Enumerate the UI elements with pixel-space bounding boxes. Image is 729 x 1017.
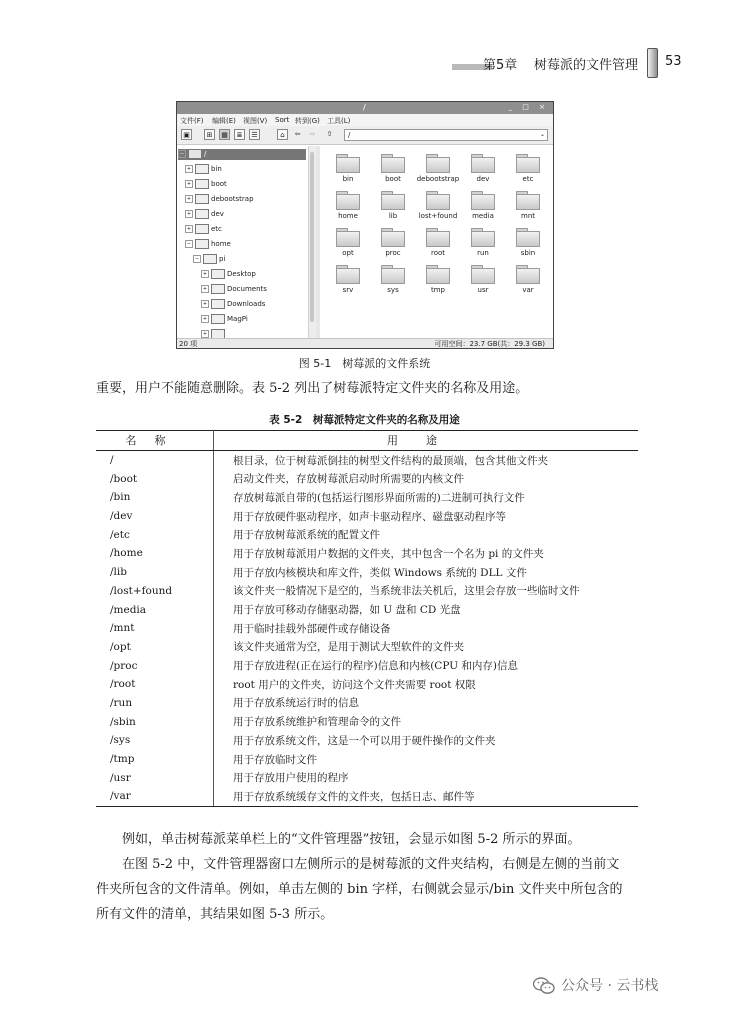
folder-use-cell: 用于存放进程(正在运行的程序)信息和内核(CPU 和内存)信息 [233, 660, 518, 673]
folder-name-cell: /root [96, 675, 214, 694]
folder-icon [195, 239, 209, 249]
collapse-icon[interactable]: − [194, 256, 200, 262]
file-item-run[interactable] [461, 222, 505, 260]
table-row [96, 450, 638, 469]
file-item-lost-found[interactable] [416, 185, 460, 223]
tree-label: boot [211, 180, 227, 188]
tree-item-bin[interactable] [185, 164, 222, 175]
icon-view-icon[interactable]: ⊞ [204, 129, 215, 140]
folder-use-cell: 用于存放树莓派用户数据的文件夹，其中包含一个名为 pi 的文件夹 [233, 547, 544, 560]
folder-icon [426, 265, 450, 283]
file-item-srv[interactable] [326, 259, 370, 297]
table-row [96, 619, 638, 638]
tree-item-pi[interactable] [193, 254, 225, 265]
table-row [96, 582, 638, 601]
tree-label: etc [211, 225, 222, 233]
tree-label: Desktop [227, 270, 256, 278]
file-label: debootstrap [416, 175, 460, 183]
file-label: run [477, 249, 489, 257]
folder-name-cell: /lib [96, 563, 214, 582]
folder-use-cell: 用于存放系统维护和管理命令的文件 [233, 716, 401, 729]
home-icon[interactable]: ⌂ [277, 129, 288, 140]
folder-use-cell: 用于存放系统运行时的信息 [233, 697, 359, 710]
table-row [96, 787, 638, 806]
menu-view[interactable]: 视图(V) [243, 117, 268, 125]
folder-name-cell: /dev [96, 507, 214, 526]
file-label: opt [342, 249, 354, 257]
expand-icon[interactable]: + [202, 286, 208, 292]
folder-name-cell: /tmp [96, 750, 214, 769]
file-item-opt[interactable] [326, 222, 370, 260]
folder-name-cell: / [96, 450, 214, 469]
tree-item-root[interactable] [178, 149, 306, 160]
file-label: dev [476, 175, 490, 183]
folder-name-cell: /media [96, 600, 214, 619]
file-item-usr[interactable] [461, 259, 505, 297]
tree-label: debootstrap [211, 195, 254, 203]
fm-menubar [177, 114, 553, 126]
file-item-media[interactable] [461, 185, 505, 223]
tree-item-desktop[interactable] [201, 269, 256, 280]
file-label: bin [342, 175, 354, 183]
fm-window-buttons[interactable]: _ □ × [508, 103, 549, 111]
expand-icon[interactable]: + [202, 331, 208, 337]
documents-folder-icon [211, 284, 225, 294]
page-number: 53 [665, 54, 682, 69]
fm-toolbar [177, 126, 553, 145]
home-folder-icon [203, 254, 217, 264]
thumbnail-view-icon[interactable]: ▦ [219, 129, 230, 140]
folder-icon [336, 265, 360, 283]
new-window-icon[interactable]: ▣ [181, 129, 192, 140]
folder-name-cell: /opt [96, 638, 214, 657]
file-item-bin[interactable] [326, 148, 370, 186]
table-caption: 表 5-2 树莓派特定文件夹的名称及用途 [269, 414, 460, 426]
folder-icon [471, 154, 495, 172]
file-label: home [338, 212, 358, 220]
folder-name-cell: /home [96, 544, 214, 563]
file-item-root[interactable] [416, 222, 460, 260]
tree-item-home[interactable] [185, 239, 231, 250]
folder-table [96, 430, 638, 807]
file-label: srv [342, 286, 354, 294]
file-item-lib[interactable] [371, 185, 415, 223]
tree-item-documents[interactable] [201, 284, 267, 295]
menu-sort[interactable]: Sort [275, 116, 290, 124]
paragraph-2-line-3: 所有文件的清单，其结果如图 5-3 所示。 [96, 907, 334, 922]
expand-icon[interactable]: + [186, 181, 192, 187]
menu-tools[interactable]: 工具(L) [327, 117, 351, 125]
forward-icon[interactable]: ⇨ [309, 130, 316, 138]
tree-label: / [204, 150, 207, 158]
file-item-dev[interactable] [461, 148, 505, 186]
folder-name-cell: /usr [96, 768, 214, 787]
table-row [96, 600, 638, 619]
paragraph-2-line-1: 在图 5-2 中，文件管理器窗口左侧所示的是树莓派的文件夹结构，右侧是左侧的当前文 [96, 857, 620, 872]
fm-titlebar [177, 102, 553, 114]
back-icon[interactable]: ⇦ [294, 130, 301, 138]
folder-use-cell: 用于存放系统文件，这是一个可以用于硬件操作的文件夹 [233, 734, 496, 747]
tree-label: dev [211, 210, 224, 218]
folder-use-cell: root 用户的文件夹，访问这个文件夹需要 root 权限 [233, 678, 476, 691]
fm-statusbar [177, 338, 553, 349]
folder-name-cell: /sys [96, 731, 214, 750]
folder-use-cell: 用于存放用户使用的程序 [233, 772, 349, 785]
tree-label: MagPi [227, 315, 248, 323]
table-row [96, 507, 638, 526]
folder-icon [195, 194, 209, 204]
file-label: root [430, 249, 446, 257]
folder-icon [471, 265, 495, 283]
tree-label: pi [219, 255, 226, 263]
folder-icon [195, 179, 209, 189]
file-item-sys[interactable] [371, 259, 415, 297]
folder-use-cell: 该文件夹通常为空，是用于测试大型软件的文件夹 [233, 641, 464, 654]
folder-tree [177, 146, 308, 338]
fm-window-title: / [363, 103, 366, 112]
collapse-icon[interactable]: − [179, 151, 185, 157]
folder-icon [188, 149, 202, 159]
folder-use-cell: 用于存放内核模块和库文件，类似 Windows 系统的 DLL 文件 [233, 566, 527, 579]
folder-use-cell: 用于存放系统缓存文件的文件夹，包括日志、邮件等 [214, 787, 639, 806]
up-icon[interactable]: ⇧ [326, 130, 333, 138]
wechat-icon [533, 977, 555, 995]
table-row [96, 638, 638, 657]
folder-use-cell: 用于存放临时文件 [233, 753, 317, 766]
folder-icon [336, 191, 360, 209]
folder-icon [381, 228, 405, 246]
menu-edit[interactable]: 编辑(E) [212, 117, 236, 125]
file-label: media [472, 212, 494, 220]
chevron-down-icon[interactable]: ⌄ [539, 131, 545, 138]
file-label: proc [385, 249, 401, 257]
expand-icon[interactable]: + [186, 196, 192, 202]
folder-icon [381, 265, 405, 283]
file-item-sbin[interactable] [506, 222, 550, 260]
file-label: var [522, 286, 534, 294]
folder-use-cell: 启动文件夹，存放树莓派启动时所需要的内核文件 [233, 473, 464, 486]
folder-name-cell: /lost+found [96, 582, 214, 601]
path-input[interactable] [344, 129, 548, 141]
expand-icon[interactable]: + [202, 316, 208, 322]
folder-icon [336, 228, 360, 246]
file-grid [320, 146, 553, 338]
folder-icon [426, 154, 450, 172]
folder-name-cell: /etc [96, 525, 214, 544]
file-label: tmp [430, 286, 445, 294]
item-count: 20 项 [179, 340, 198, 348]
tree-label: Documents [227, 285, 267, 293]
tree-item-debootstrap[interactable] [185, 194, 254, 205]
table-row [96, 731, 638, 750]
folder-name-cell: /boot [96, 469, 214, 488]
tree-label: home [211, 240, 231, 248]
folder-icon [195, 164, 209, 174]
table-row [96, 750, 638, 769]
folder-use-cell: 用于存放树莓派系统的配置文件 [233, 529, 380, 542]
folder-use-cell: 用于存放可移动存储驱动器，如 U 盘和 CD 光盘 [233, 604, 461, 617]
tree-item-magpi[interactable] [201, 314, 248, 325]
paragraph-1: 例如，单击树莓派菜单栏上的“文件管理器”按钮，会显示如图 5-2 所示的界面。 [96, 832, 581, 847]
watermark [533, 975, 658, 999]
folder-name-cell: /sbin [96, 712, 214, 731]
folder-use-cell: 存放树莓派自带的(包括运行图形界面所需的)二进制可执行文件 [233, 491, 525, 504]
folder-use-cell: 用于存放硬件驱动程序，如声卡驱动程序、磁盘驱动程序等 [233, 510, 506, 523]
figure-caption: 图 5-1 树莓派的文件系统 [298, 357, 431, 370]
folder-icon [516, 265, 540, 283]
table-row [96, 656, 638, 675]
table-row [96, 563, 638, 582]
folder-icon [336, 154, 360, 172]
folder-icon [516, 228, 540, 246]
tree-item-downloads[interactable] [201, 299, 265, 310]
running-header [452, 52, 684, 74]
table-body [96, 450, 638, 806]
file-label: usr [477, 286, 489, 294]
header-use: 用途 [214, 431, 639, 451]
file-label: lost+found [418, 212, 458, 220]
table-row [96, 488, 638, 507]
folder-icon [426, 191, 450, 209]
tree-label: Downloads [227, 300, 266, 308]
list-view-icon[interactable]: ☰ [249, 129, 260, 140]
folder-icon [381, 191, 405, 209]
expand-icon[interactable]: + [202, 271, 208, 277]
compact-view-icon[interactable]: ≣ [234, 129, 245, 140]
folder-name-cell: /bin [96, 488, 214, 507]
file-item-tmp[interactable] [416, 259, 460, 297]
file-label: lib [388, 212, 398, 220]
table-row [96, 544, 638, 563]
table-row [96, 694, 638, 713]
expand-icon[interactable]: + [186, 226, 192, 232]
paragraph-2-line-2: 件夹所包含的文件清单。例如，单击左侧的 bin 字样，右侧就会显示/bin 文件夹中所包含的 [96, 882, 623, 897]
tree-item-dev[interactable] [185, 209, 224, 220]
chapter-title: 树莓派的文件管理 [534, 58, 639, 73]
file-item-home[interactable] [326, 185, 370, 223]
folder-icon [471, 228, 495, 246]
folder-name-cell: /mnt [96, 619, 214, 638]
intro-paragraph: 重要，用户不能随意删除。表 5-2 列出了树莓派特定文件夹的名称及用途。 [96, 381, 529, 396]
folder-use-cell: 该文件夹一般情况下是空的，当系统非法关机后，这里会存放一些临时文件 [233, 585, 580, 598]
file-item-etc[interactable] [506, 148, 550, 186]
chapter-label: 第5章 [483, 58, 518, 73]
file-label: sys [387, 286, 399, 294]
table-row [96, 525, 638, 544]
scrollbar-thumb[interactable] [310, 152, 314, 322]
folder-name-cell: /var [96, 787, 214, 806]
folder-icon [426, 228, 450, 246]
folder-icon [516, 154, 540, 172]
file-manager-screenshot [176, 101, 554, 349]
table-row [96, 768, 638, 787]
header-name: 名称 [96, 431, 214, 451]
desktop-folder-icon [211, 269, 225, 279]
expand-icon[interactable]: + [186, 166, 192, 172]
table-row [96, 469, 638, 488]
file-label: mnt [521, 212, 535, 220]
tree-item-boot[interactable] [185, 179, 227, 190]
free-space: 可用空间：23.7 GB(共：29.3 GB) [434, 340, 545, 348]
tree-label: bin [211, 165, 222, 173]
table-row [96, 712, 638, 731]
page-tab-marker [647, 48, 658, 78]
file-item-mnt[interactable] [506, 185, 550, 223]
file-label: sbin [520, 249, 536, 257]
table-header-row [96, 431, 638, 451]
path-value: / [348, 131, 351, 139]
tree-item-etc[interactable] [185, 224, 222, 235]
watermark-text: 公众号 · 云书栈 [561, 978, 659, 994]
folder-icon [471, 191, 495, 209]
tree-scrollbar[interactable] [308, 146, 316, 338]
folder-icon [211, 314, 225, 324]
folder-icon [516, 191, 540, 209]
folder-icon [195, 224, 209, 234]
file-item-var[interactable] [506, 259, 550, 297]
folder-name-cell: /run [96, 694, 214, 713]
folder-name-cell: /proc [96, 656, 214, 675]
expand-icon[interactable]: + [186, 211, 192, 217]
folder-use-cell: 根目录，位于树莓派倒挂的树型文件结构的最顶端，包含其他文件夹 [233, 454, 548, 467]
expand-icon[interactable]: + [202, 301, 208, 307]
table-row [96, 675, 638, 694]
menu-file[interactable]: 文件(F) [180, 117, 204, 125]
menu-go[interactable]: 转到(G) [295, 117, 320, 125]
folder-icon [195, 209, 209, 219]
folder-use-cell: 用于临时挂载外部硬件或存储设备 [233, 622, 391, 635]
collapse-icon[interactable]: − [186, 241, 192, 247]
file-item-proc[interactable] [371, 222, 415, 260]
file-label: boot [385, 175, 401, 183]
file-label: etc [522, 175, 534, 183]
file-item-boot[interactable] [371, 148, 415, 186]
folder-icon [381, 154, 405, 172]
downloads-folder-icon [211, 299, 225, 309]
file-item-debootstrap[interactable] [416, 148, 460, 186]
